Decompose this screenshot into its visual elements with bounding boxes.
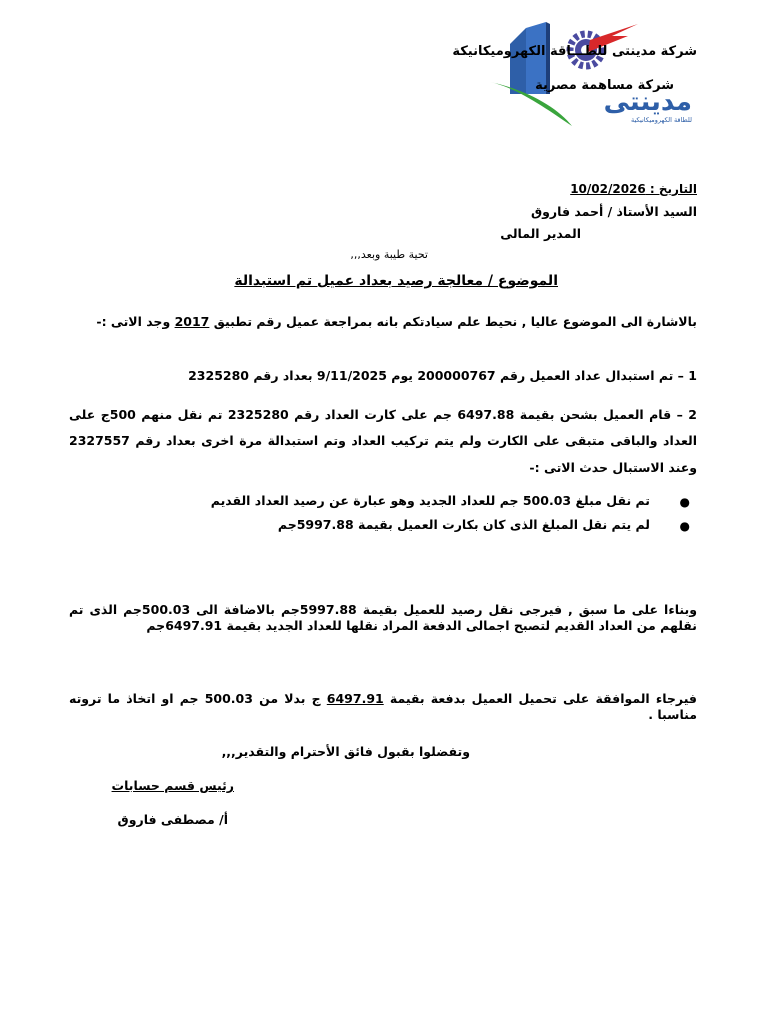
item-2: 2 – قام العميل بشحن بقيمة 6497.88 جم على كارت العداد رقم 2325280 تم نقل منهم 500ج على العداد والباقى متبقى على الكارت ولم يتم تركيب العداد وتم استبدالة مرة اخرى بعداد رقم 2327557 وعند الاستبال حدث الاتى :-: [69, 407, 697, 475]
addressee-title: المدير المالى: [500, 226, 581, 241]
intro-text: بالاشارة الى الموضوع عاليا , نحيط علم سيادتكم بانه بمراجعة عميل رقم تطبيق: [209, 314, 697, 329]
request-text: فيرجاء الموافقة على تحميل العميل بدفعة بقيمة: [383, 691, 697, 706]
intro-paragraph: [69, 314, 697, 330]
intro-text-end: وجد الاتى :-: [96, 314, 175, 329]
request-text-end: ج بدلا من 500.03 جم او اتخاذ ما تروته مناسبا .: [69, 691, 697, 723]
letter-date: التاريخ : 10/02/2026: [570, 182, 697, 196]
company-type: شركة مساهمة مصرية: [535, 78, 674, 93]
company-name: شركة مدينتى للطـــاقة الكهروميكانيكة: [452, 44, 697, 59]
intro-year: 2017: [174, 314, 210, 329]
item-1: 1 – تم استبدال عداد العميل رقم 200000767 يوم 9/11/2025 بعداد رقم 2325280: [188, 368, 697, 383]
logo-text: مدينتى: [603, 87, 692, 117]
signature-title: رئيس قسم حسابات: [111, 778, 234, 793]
signature-name: أ/ مصطفى فاروق: [117, 812, 228, 827]
bullet-text: تم نقل مبلغ 500.03 جم للعداد الجديد وهو عبارة عن رصيد العداد القديم: [210, 493, 650, 508]
addressee: السيد الأستاذ / أحمد فاروق: [530, 204, 697, 219]
bullet-text: لم يتم نقل المبلغ الذى كان بكارت العميل بقيمة 5997.88جم: [277, 517, 650, 532]
bullet-icon: ●: [679, 519, 690, 533]
conclusion-paragraph: وبناءا على ما سبق , فيرجى نقل رصيد للعميل بقيمة 5997.88جم بالاضافة الى 500.03جم الذى تم نقلهم من العداد القديم لتصبح اجمالى الدفعة المراد نقلها للعداد الجديد بقيمة 6497.91جم: [69, 602, 697, 634]
bullet-icon: ●: [679, 495, 690, 509]
company-logo: [488, 22, 698, 128]
letter-subject: الموضوع / معالجة رصيد بعداد عميل تم استبدالة: [234, 273, 558, 289]
bullet-list: [211, 493, 690, 541]
logo-subtext: للطاقة الكهروميكانيكية: [630, 116, 692, 124]
list-item: [211, 517, 690, 541]
closing-line: وتفضلوا بقبول فائق الأحترام والتقدير,,,: [221, 744, 470, 759]
greeting: تحية طيبة وبعد,,,: [350, 248, 428, 261]
request-amount: 6497.91: [326, 691, 384, 706]
list-item: [211, 493, 690, 517]
request-paragraph: [69, 691, 697, 724]
